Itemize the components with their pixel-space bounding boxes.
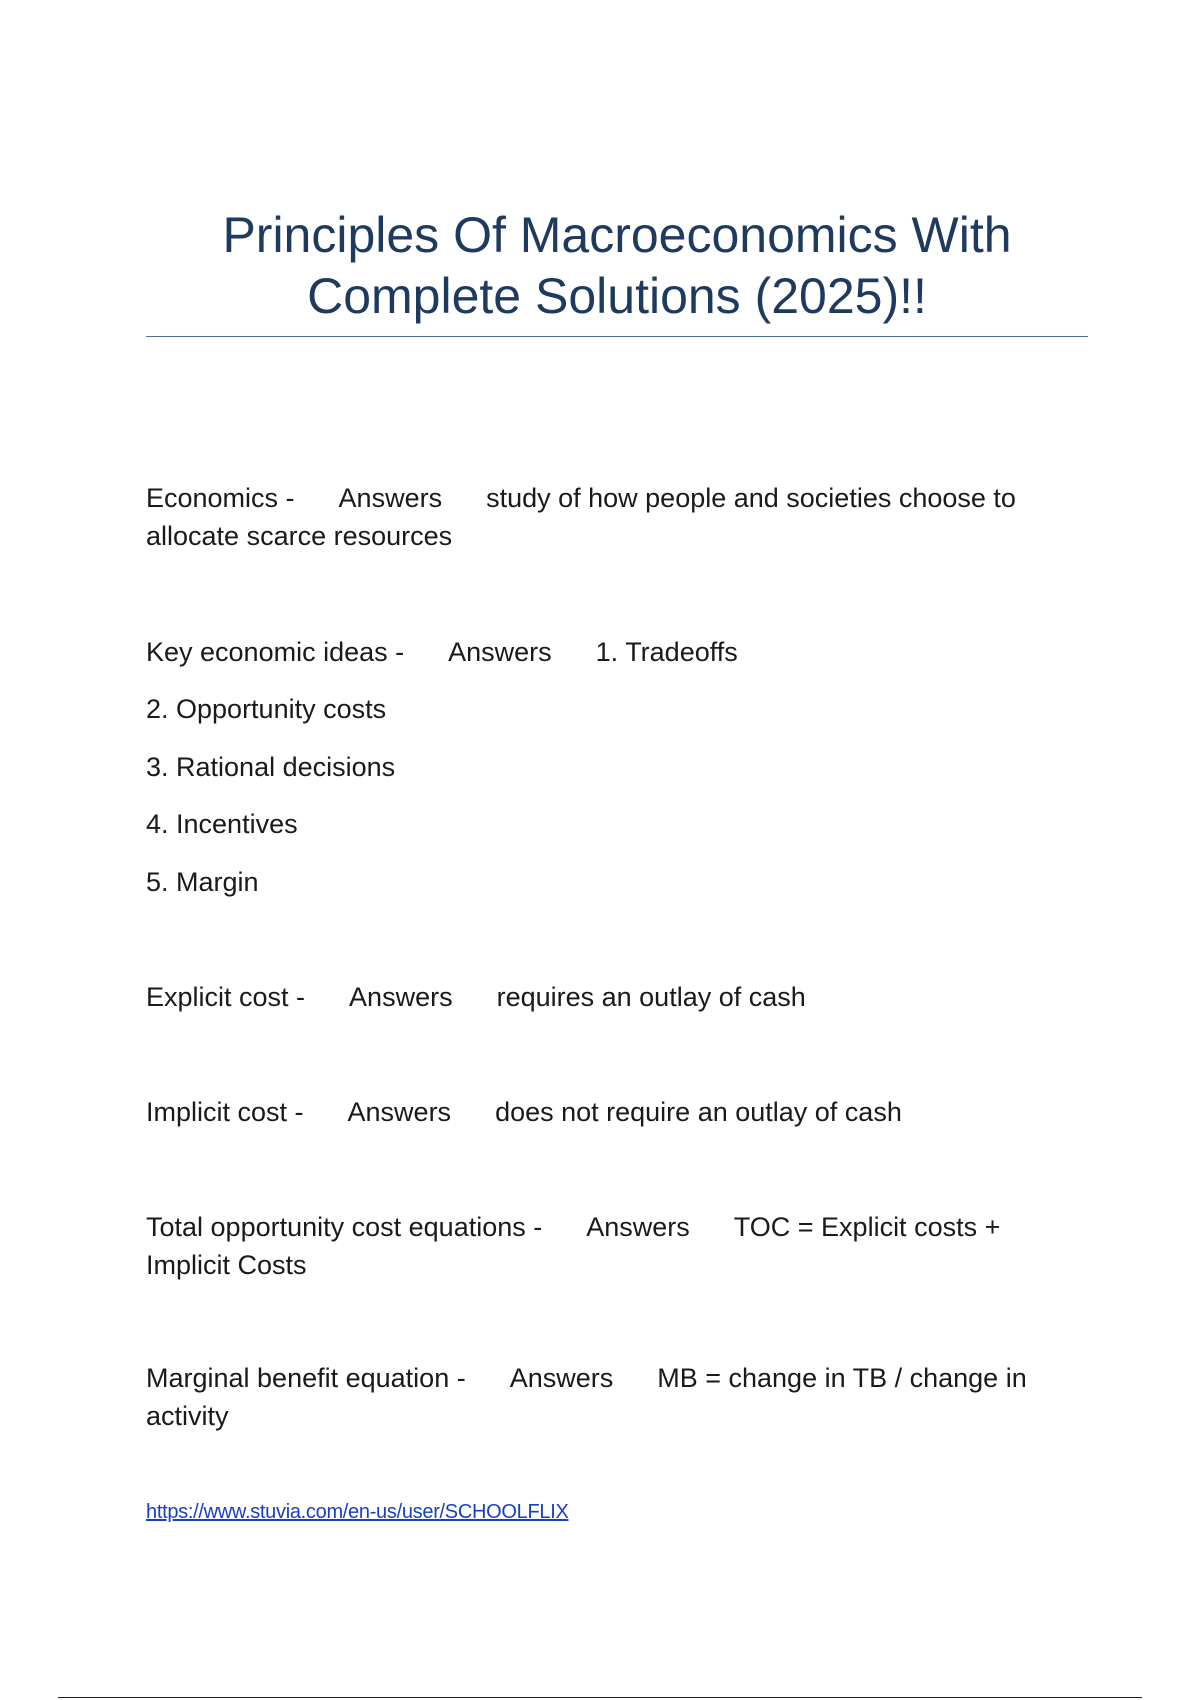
entry-definition: 1. Tradeoffs [595, 637, 738, 667]
entry-answer-label: Answers [347, 1097, 452, 1127]
entry-term: Explicit cost - [146, 982, 306, 1012]
qa-entry-key-economic-ideas [146, 633, 1086, 671]
entry-term: Implicit cost - [146, 1097, 304, 1127]
entry-definition: does not require an outlay of cash [495, 1097, 902, 1127]
entry-answer-label: Answers [448, 637, 552, 667]
page-title [146, 205, 1088, 327]
qa-entry-marginal-benefit [146, 1359, 1086, 1435]
entry-definition: requires an outlay of cash [496, 982, 806, 1012]
entry-answer-label: Answers [509, 1363, 614, 1393]
list-item: 4. Incentives [146, 809, 298, 839]
entry-definition: TOC = Explicit costs + Implicit Costs [146, 1212, 1001, 1280]
list-item: 5. Margin [146, 867, 259, 897]
source-link[interactable]: https://www.stuvia.com/en-us/user/SCHOOLFLIX [146, 1501, 569, 1523]
entry-answer-label: Answers [586, 1212, 690, 1242]
title-divider [146, 336, 1088, 337]
entry-term: Marginal benefit equation - [146, 1363, 466, 1393]
qa-entry-total-opportunity-cost [146, 1208, 1086, 1284]
title-line-2: Complete Solutions (2025)!! [307, 268, 927, 324]
entry-answer-label: Answers [349, 982, 453, 1012]
title-line-1: Principles Of Macroeconomics With [222, 207, 1012, 263]
entry-answer-label: Answers [338, 483, 443, 513]
entry-term: Total opportunity cost equations - [146, 1212, 543, 1242]
qa-entry-explicit-cost [146, 978, 1086, 1016]
entry-definition: study of how people and societies choose to allocate scarce resources [146, 483, 1016, 551]
qa-entry-economics [146, 479, 1086, 555]
list-item: 3. Rational decisions [146, 752, 396, 782]
footer-divider [58, 1697, 1142, 1698]
entry-term: Key economic ideas - [146, 637, 405, 667]
qa-entry-implicit-cost [146, 1093, 1086, 1131]
entry-term: Economics - [146, 483, 295, 513]
list-item: 2. Opportunity costs [146, 694, 387, 724]
entry-definition: MB = change in TB / change in activity [146, 1363, 1027, 1431]
